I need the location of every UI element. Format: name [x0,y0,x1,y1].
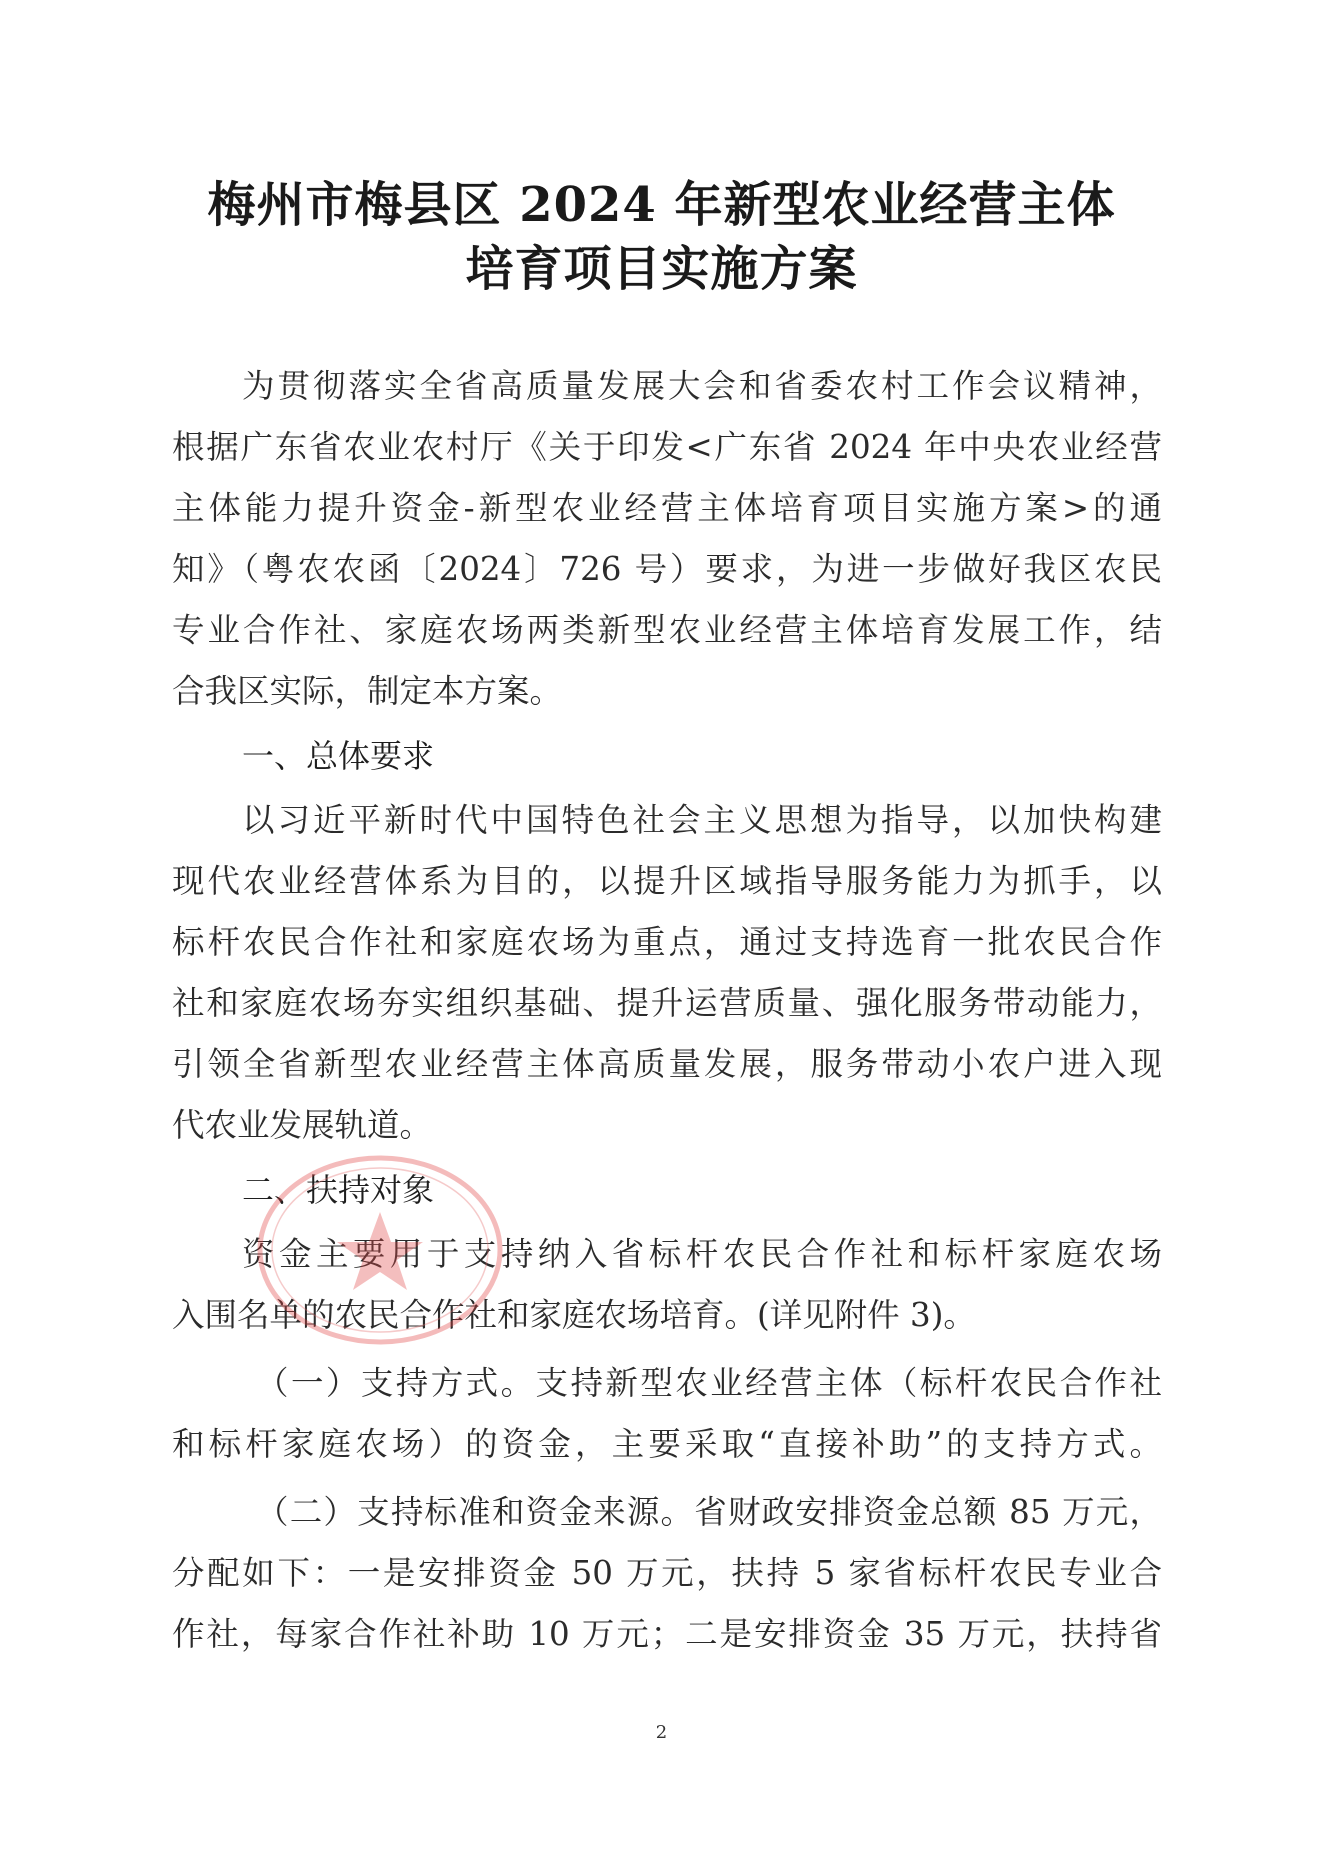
paragraph-line: 以习近平新时代中国特色社会主义思想为指导，以加快构建 [242,801,1162,839]
paragraph-line: 主体能力提升资金-新型农业经营主体培育项目实施方案>的通 [172,489,1162,527]
paragraph-line: 为贯彻落实全省高质量发展大会和省委农村工作会议精神， [242,367,1162,405]
paragraph-line: 知》（粤农农函〔2024〕726 号）要求，为进一步做好我区农民 [172,550,1162,588]
official-seal-stamp [250,1150,510,1350]
paragraph-line: （一）支持方式。支持新型农业经营主体（标杆农民合作社 [256,1364,1162,1402]
paragraph-line: 引领全省新型农业经营主体高质量发展，服务带动小农户进入现 [172,1045,1162,1083]
section-heading-support-targets: 二、扶持对象 [242,1171,435,1209]
page-number: 2 [655,1722,668,1743]
section-heading-general-requirements: 一、总体要求 [242,737,435,775]
paragraph-line: 专业合作社、家庭农场两类新型农业经营主体培育发展工作，结 [172,611,1162,649]
paragraph-line: 根据广东省农业农村厅《关于印发<广东省 2024 年中央农业经营 [172,428,1162,466]
paragraph-line: 资金主要用于支持纳入省标杆农民合作社和标杆家庭农场 [242,1235,1162,1273]
paragraph-line: 标杆农民合作社和家庭农场为重点，通过支持选育一批农民合作 [172,923,1162,961]
paragraph-line: 现代农业经营体系为目的，以提升区域指导服务能力为抓手，以 [172,862,1162,900]
document-title-line-2: 培育项目实施方案 [465,241,858,297]
paragraph-line: （二）支持标准和资金来源。省财政安排资金总额 85 万元， [256,1493,1162,1531]
paragraph-line: 和标杆家庭农场）的资金，主要采取“直接补助”的支持方式。 [172,1425,1162,1463]
paragraph-line: 代农业发展轨道。 [172,1106,433,1144]
paragraph-line: 入围名单的农民合作社和家庭农场培育。(详见附件 3)。 [172,1296,976,1334]
paragraph-line: 社和家庭农场夯实组织基础、提升运营质量、强化服务带动能力， [172,984,1162,1022]
document-title-line-1: 梅州市梅县区 2024 年新型农业经营主体 [207,177,1116,233]
paragraph-line: 作社，每家合作社补助 10 万元；二是安排资金 35 万元，扶持省 [172,1615,1162,1653]
paragraph-line: 合我区实际，制定本方案。 [172,672,563,710]
paragraph-line: 分配如下：一是安排资金 50 万元，扶持 5 家省标杆农民专业合 [172,1554,1162,1592]
